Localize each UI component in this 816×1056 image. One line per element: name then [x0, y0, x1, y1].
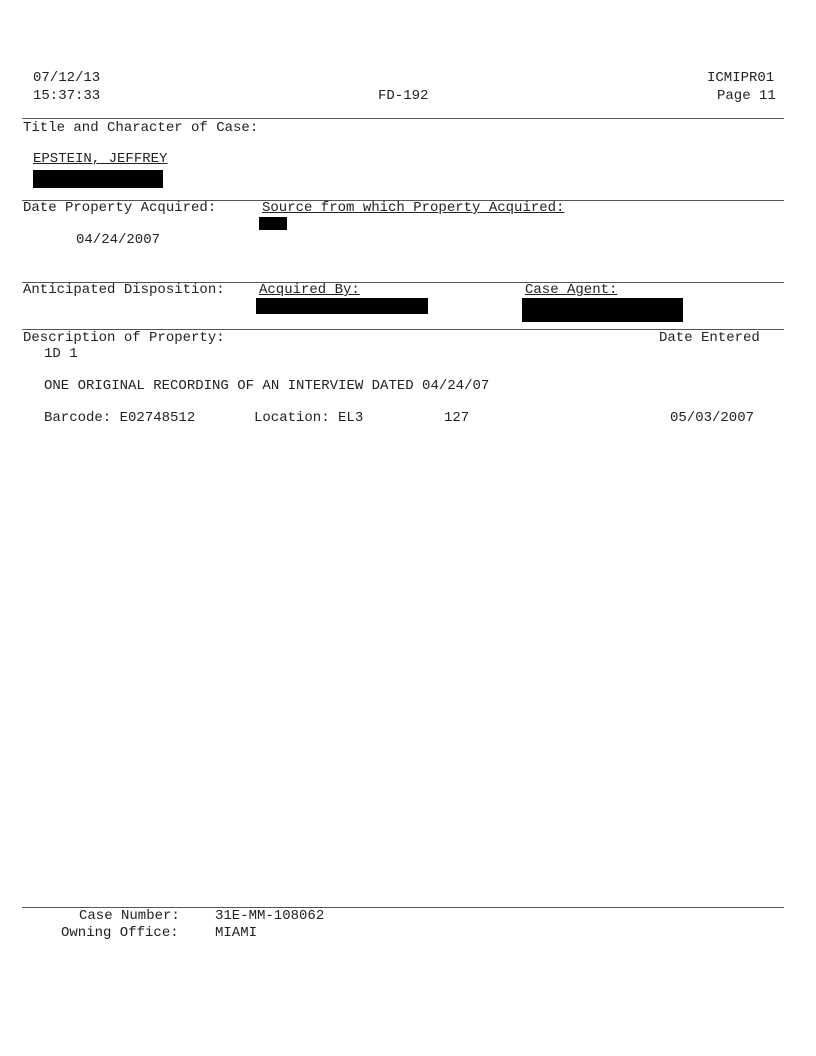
date-entered-value: 05/03/2007 — [670, 410, 755, 426]
print-time: 15:37:33 — [33, 88, 101, 104]
item-id: 1D 1 — [44, 346, 78, 362]
property-description: ONE ORIGINAL RECORDING OF AN INTERVIEW DATED 04/24/07 — [44, 378, 490, 394]
location: Location: EL3 — [254, 410, 364, 426]
date-acquired-value: 04/24/2007 — [76, 232, 161, 248]
date-acquired-label: Date Property Acquired: — [23, 200, 217, 216]
barcode: Barcode: E02748512 — [44, 410, 196, 426]
source-label: Source from which Property Acquired: — [262, 200, 565, 216]
acquired-by-label: Acquired By: — [259, 282, 360, 298]
case-title-value: EPSTEIN, JEFFREY — [33, 151, 168, 167]
case-number-label: Case Number: — [79, 908, 180, 924]
case-number-value: 31E-MM-108062 — [215, 908, 325, 924]
redaction-title — [33, 170, 163, 188]
owning-office-label: Owning Office: — [61, 925, 179, 941]
redaction-acquired-by — [256, 298, 428, 314]
print-date: 07/12/13 — [33, 70, 101, 86]
redaction-source — [259, 217, 287, 230]
date-entered-label: Date Entered — [659, 330, 760, 346]
location-number: 127 — [444, 410, 470, 426]
system-id: ICMIPR01 — [707, 70, 775, 86]
form-number: FD-192 — [378, 88, 429, 104]
redaction-case-agent — [522, 298, 683, 322]
owning-office-value: MIAMI — [215, 925, 258, 941]
page-number: Page 11 — [717, 88, 776, 104]
anticipated-disposition-label: Anticipated Disposition: — [23, 282, 225, 298]
header-rule — [22, 118, 784, 119]
description-label: Description of Property: — [23, 330, 225, 346]
case-agent-label: Case Agent: — [525, 282, 618, 298]
case-title-label: Title and Character of Case: — [23, 120, 259, 136]
